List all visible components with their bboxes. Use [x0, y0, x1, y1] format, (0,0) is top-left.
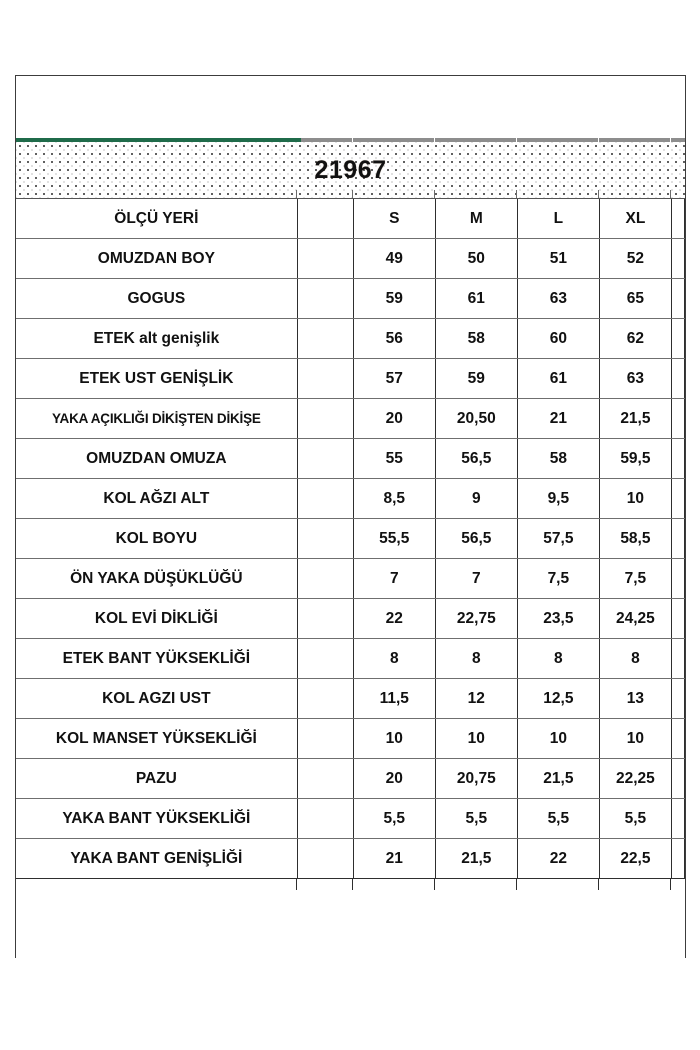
page-title: 21967 [314, 155, 387, 184]
row-spacer [297, 719, 353, 759]
row-spacer [297, 559, 353, 599]
table-row [16, 719, 685, 759]
row-edge-cell [671, 799, 684, 839]
row-spacer [297, 239, 353, 279]
row-label: KOL AĞZI ALT [16, 479, 297, 519]
cell-m: 56,5 [435, 519, 517, 559]
table-row [16, 639, 685, 679]
row-label: ETEK BANT YÜKSEKLİĞİ [16, 639, 297, 679]
table-row [16, 759, 685, 799]
cell-l: 57,5 [517, 519, 599, 559]
column-tick [670, 879, 671, 890]
cell-l: 61 [517, 359, 599, 399]
row-label: PAZU [16, 759, 297, 799]
table-row [16, 479, 685, 519]
cell-s: 22 [353, 599, 435, 639]
cell-xl: 8 [599, 639, 671, 679]
cell-s: 55 [353, 439, 435, 479]
column-tick [516, 879, 517, 890]
table-row [16, 559, 685, 599]
cell-xl: 65 [599, 279, 671, 319]
cell-m: 10 [435, 719, 517, 759]
cell-m: 9 [435, 479, 517, 519]
row-edge-cell [671, 199, 684, 239]
cell-s: 8 [353, 639, 435, 679]
cell-s: 59 [353, 279, 435, 319]
cell-s: 49 [353, 239, 435, 279]
cell-m: 12 [435, 679, 517, 719]
row-edge-cell [671, 519, 684, 559]
column-tick [296, 190, 297, 198]
row-label: ETEK UST GENİŞLİK [16, 359, 297, 399]
cell-xl: 62 [599, 319, 671, 359]
table-body [16, 199, 685, 878]
size-chart-sheet [15, 75, 686, 958]
cell-l: 51 [517, 239, 599, 279]
cell-m: 59 [435, 359, 517, 399]
row-label: YAKA BANT YÜKSEKLİĞİ [16, 799, 297, 839]
cell-m: 22,75 [435, 599, 517, 639]
cell-l: 8 [517, 639, 599, 679]
table-row [16, 799, 685, 839]
cell-s: 55,5 [353, 519, 435, 559]
row-spacer [297, 519, 353, 559]
row-label: OMUZDAN OMUZA [16, 439, 297, 479]
row-label: KOL AGZI UST [16, 679, 297, 719]
row-edge-cell [671, 439, 684, 479]
cell-l: 5,5 [517, 799, 599, 839]
cell-xl: 63 [599, 359, 671, 399]
cell-s: 20 [353, 759, 435, 799]
table-row [16, 839, 685, 879]
row-edge-cell [671, 359, 684, 399]
table-row [16, 399, 685, 439]
column-header-s: S [353, 199, 435, 239]
cell-xl: 7,5 [599, 559, 671, 599]
cell-l: 63 [517, 279, 599, 319]
row-edge-cell [671, 279, 684, 319]
row-edge-cell [671, 759, 684, 799]
row-label: YAKA AÇIKLIĞI DİKİŞTEN DİKİŞE [16, 399, 297, 439]
row-spacer [297, 399, 353, 439]
table-row [16, 279, 685, 319]
row-spacer [297, 439, 353, 479]
cell-l: 21,5 [517, 759, 599, 799]
row-edge-cell [671, 599, 684, 639]
table-row [16, 239, 685, 279]
row-edge-cell [671, 399, 684, 439]
row-edge-cell [671, 319, 684, 359]
cell-xl: 59,5 [599, 439, 671, 479]
row-spacer [297, 799, 353, 839]
column-header-xl: XL [599, 199, 671, 239]
column-tick [434, 190, 435, 198]
cell-l: 10 [517, 719, 599, 759]
cell-m: 56,5 [435, 439, 517, 479]
cell-xl: 24,25 [599, 599, 671, 639]
column-tick [296, 879, 297, 890]
table-row [16, 439, 685, 479]
row-spacer [297, 679, 353, 719]
cell-l: 22 [517, 839, 599, 879]
column-header-m: M [435, 199, 517, 239]
column-tick [434, 879, 435, 890]
cell-s: 21 [353, 839, 435, 879]
row-label: KOL EVİ DİKLİĞİ [16, 599, 297, 639]
cell-xl: 21,5 [599, 399, 671, 439]
cell-xl: 13 [599, 679, 671, 719]
row-spacer [297, 359, 353, 399]
column-tick [516, 190, 517, 198]
cell-l: 60 [517, 319, 599, 359]
column-header-l: L [517, 199, 599, 239]
cell-m: 7 [435, 559, 517, 599]
cell-s: 10 [353, 719, 435, 759]
row-edge-cell [671, 239, 684, 279]
cell-s: 56 [353, 319, 435, 359]
row-edge-cell [671, 719, 684, 759]
table-row [16, 319, 685, 359]
cell-xl: 22,5 [599, 839, 671, 879]
cell-l: 21 [517, 399, 599, 439]
cell-s: 5,5 [353, 799, 435, 839]
cell-m: 20,75 [435, 759, 517, 799]
column-header-measurement: ÖLÇÜ YERİ [16, 199, 297, 239]
column-header-spacer [297, 199, 353, 239]
cell-m: 8 [435, 639, 517, 679]
row-edge-cell [671, 679, 684, 719]
row-edge-cell [671, 479, 684, 519]
table-footer-blank [16, 878, 685, 969]
cell-l: 58 [517, 439, 599, 479]
measurements-table [16, 199, 685, 878]
row-spacer [297, 279, 353, 319]
column-tick [670, 190, 671, 198]
cell-m: 61 [435, 279, 517, 319]
table-row [16, 599, 685, 639]
cell-xl: 52 [599, 239, 671, 279]
table-row [16, 359, 685, 399]
cell-xl: 10 [599, 479, 671, 519]
row-spacer [297, 759, 353, 799]
cell-l: 9,5 [517, 479, 599, 519]
table-header-row [16, 199, 685, 239]
cell-m: 20,50 [435, 399, 517, 439]
cell-s: 57 [353, 359, 435, 399]
cell-m: 5,5 [435, 799, 517, 839]
cell-s: 20 [353, 399, 435, 439]
cell-xl: 5,5 [599, 799, 671, 839]
row-edge-cell [671, 639, 684, 679]
cell-l: 7,5 [517, 559, 599, 599]
row-spacer [297, 319, 353, 359]
cell-xl: 10 [599, 719, 671, 759]
cell-xl: 22,25 [599, 759, 671, 799]
cell-s: 7 [353, 559, 435, 599]
cell-m: 21,5 [435, 839, 517, 879]
cell-l: 23,5 [517, 599, 599, 639]
row-label: ETEK alt genişlik [16, 319, 297, 359]
row-spacer [297, 839, 353, 879]
column-tick [352, 879, 353, 890]
column-tick [598, 190, 599, 198]
title-banner [16, 142, 685, 199]
cell-xl: 58,5 [599, 519, 671, 559]
row-label: OMUZDAN BOY [16, 239, 297, 279]
row-spacer [297, 599, 353, 639]
cell-s: 11,5 [353, 679, 435, 719]
cell-m: 58 [435, 319, 517, 359]
row-label: ÖN YAKA DÜŞÜKLÜĞÜ [16, 559, 297, 599]
row-edge-cell [671, 559, 684, 599]
cell-l: 12,5 [517, 679, 599, 719]
cell-m: 50 [435, 239, 517, 279]
table-row [16, 519, 685, 559]
row-edge-cell [671, 839, 684, 879]
cell-s: 8,5 [353, 479, 435, 519]
row-spacer [297, 479, 353, 519]
row-label: KOL BOYU [16, 519, 297, 559]
row-label: YAKA BANT GENİŞLİĞİ [16, 839, 297, 879]
row-label: KOL MANSET YÜKSEKLİĞİ [16, 719, 297, 759]
row-spacer [297, 639, 353, 679]
top-blank-band [16, 76, 685, 142]
row-label: GOGUS [16, 279, 297, 319]
table-row [16, 679, 685, 719]
column-tick [598, 879, 599, 890]
column-tick [352, 190, 353, 198]
